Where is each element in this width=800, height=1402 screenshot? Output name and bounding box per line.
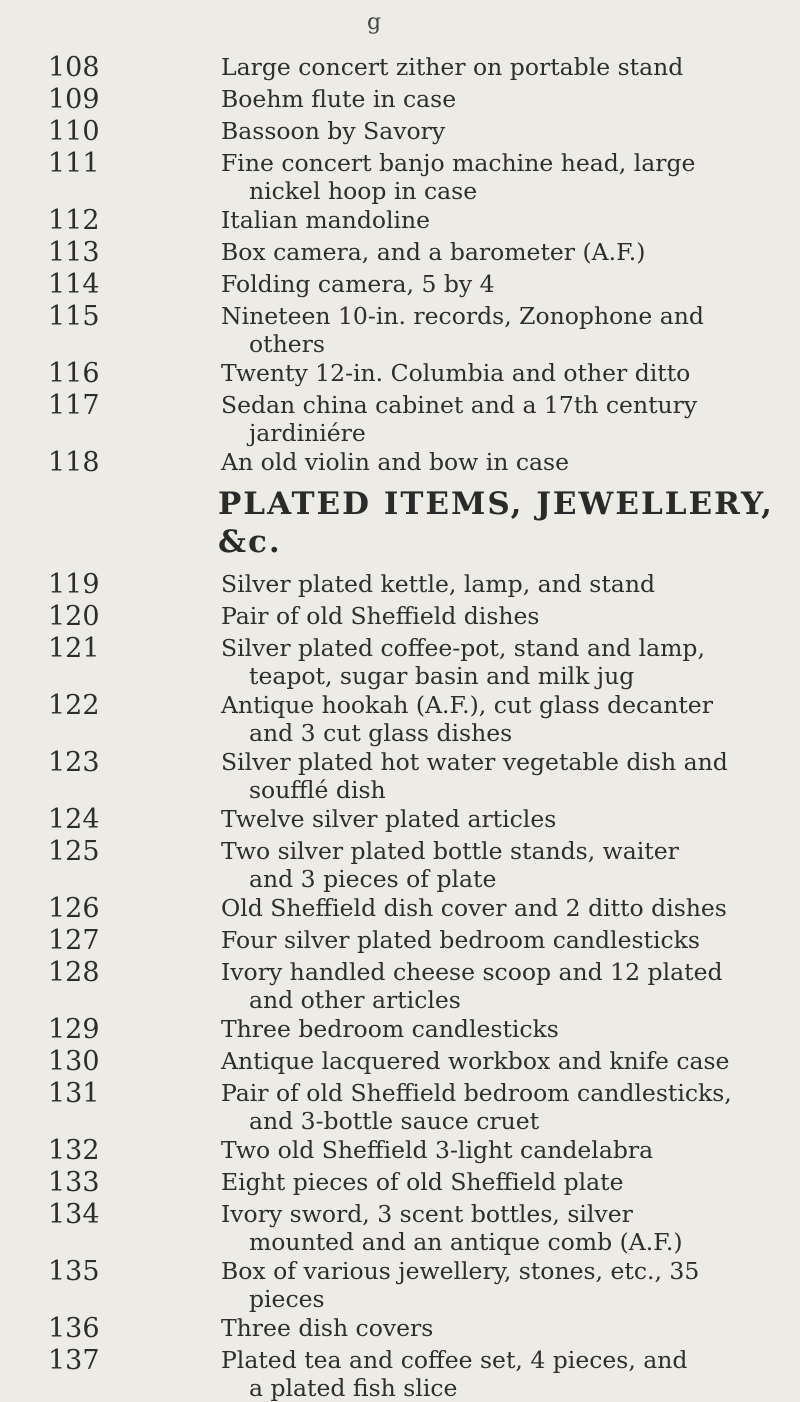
section-heading: PLATED ITEMS, JEWELLERY, &c. [218, 485, 800, 561]
lot-description-line: Old Sheffield dish cover and 2 ditto dishes [221, 894, 727, 922]
lot-number: 127 [48, 925, 138, 957]
lot-description [221, 747, 781, 804]
lot-description-line: Sedan china cabinet and a 17th century [221, 391, 697, 419]
lot-description-line: Two silver plated bottle stands, waiter [221, 837, 679, 865]
lot-entry [0, 269, 800, 301]
lot-number: 113 [48, 237, 138, 269]
lot-number: 135 [48, 1256, 138, 1288]
lot-number: 124 [48, 804, 138, 836]
lot-description [221, 804, 781, 834]
lot-entry [0, 747, 800, 804]
lot-description-line: Silver plated hot water vegetable dish and [221, 748, 728, 776]
lot-description-line: Two old Sheffield 3-light candelabra [221, 1136, 653, 1164]
lot-description-line: Plated tea and coffee set, 4 pieces, and [221, 1346, 687, 1374]
lot-number: 133 [48, 1167, 138, 1199]
lot-description-line: Silver plated kettle, lamp, and stand [221, 570, 655, 598]
lot-description-line: Pair of old Sheffield dishes [221, 602, 540, 630]
lot-number: 125 [48, 836, 138, 868]
lot-description-continuation: soufflé dish [221, 777, 781, 805]
lot-number: 114 [48, 269, 138, 301]
lot-number: 126 [48, 893, 138, 925]
lot-description-line: Silver plated coffee-pot, stand and lamp, [221, 634, 705, 662]
lot-entry [0, 116, 800, 148]
lot-description-line: Large concert zither on portable stand [221, 53, 683, 81]
lot-description-line: Nineteen 10-in. records, Zonophone and [221, 302, 704, 330]
lot-description-line: Three bedroom candlesticks [221, 1015, 559, 1043]
lot-entry [0, 84, 800, 116]
lot-description-line: Fine concert banjo machine head, large [221, 149, 695, 177]
lot-entry [0, 358, 800, 390]
lot-description [221, 148, 781, 205]
lot-entry [0, 237, 800, 269]
lot-description-line: Twelve silver plated articles [221, 805, 556, 833]
lot-description-continuation: jardiniére [221, 420, 781, 448]
lot-description-line: Ivory handled cheese scoop and 12 plated [221, 958, 723, 986]
lot-description [221, 893, 781, 923]
lot-description [221, 358, 781, 388]
lot-description-line: Box of various jewellery, stones, etc., 35 [221, 1257, 699, 1285]
lot-number: 123 [48, 747, 138, 779]
lot-description [221, 447, 781, 477]
lot-description [221, 601, 781, 631]
lot-group-plated-items [0, 569, 800, 1402]
lot-description-line: Four silver plated bedroom candlesticks [221, 926, 700, 954]
lot-description [221, 116, 781, 146]
lot-description [221, 52, 781, 82]
lot-description [221, 1345, 781, 1402]
lot-description [221, 237, 781, 267]
lot-description-continuation: and 3 pieces of plate [221, 866, 781, 894]
lot-description [221, 269, 781, 299]
lot-entry [0, 1313, 800, 1345]
lot-description-line: Eight pieces of old Sheffield plate [221, 1168, 624, 1196]
lot-entry [0, 836, 800, 893]
lot-entry [0, 893, 800, 925]
lot-description-line: Bassoon by Savory [221, 117, 445, 145]
lot-number: 130 [48, 1046, 138, 1078]
lot-number: 109 [48, 84, 138, 116]
lot-description [221, 390, 781, 447]
page-mark: g [362, 10, 386, 35]
lot-number: 128 [48, 957, 138, 989]
lot-number: 117 [48, 390, 138, 422]
lot-number: 137 [48, 1345, 138, 1377]
lot-description-line: Pair of old Sheffield bedroom candlesticks, [221, 1079, 732, 1107]
lot-description [221, 1014, 781, 1044]
lot-entry [0, 804, 800, 836]
lot-number: 116 [48, 358, 138, 390]
lot-description-line: Boehm flute in case [221, 85, 456, 113]
lot-description [221, 1313, 781, 1343]
lot-number: 119 [48, 569, 138, 601]
lot-description-line: Antique hookah (A.F.), cut glass decanter [221, 691, 713, 719]
lot-entry [0, 390, 800, 447]
lot-group-instruments [0, 52, 800, 479]
lot-description-line: Italian mandoline [221, 206, 430, 234]
lot-description-line: Ivory sword, 3 scent bottles, silver [221, 1200, 633, 1228]
lot-number: 134 [48, 1199, 138, 1231]
lot-description [221, 1167, 781, 1197]
lot-entry [0, 205, 800, 237]
lot-entry [0, 1256, 800, 1313]
lot-description-line: Twenty 12-in. Columbia and other ditto [221, 359, 690, 387]
lot-entry [0, 601, 800, 633]
lot-description [221, 925, 781, 955]
lot-entry [0, 148, 800, 205]
lot-description [221, 1046, 781, 1076]
lot-entry [0, 957, 800, 1014]
lot-entry [0, 447, 800, 479]
lot-number: 110 [48, 116, 138, 148]
lot-entry [0, 301, 800, 358]
lot-entry [0, 1135, 800, 1167]
lot-description [221, 1256, 781, 1313]
lot-description-continuation: others [221, 331, 781, 359]
lot-description-line: Antique lacquered workbox and knife case [221, 1047, 729, 1075]
lot-entry [0, 1014, 800, 1046]
lot-description-continuation: pieces [221, 1286, 781, 1314]
lot-number: 129 [48, 1014, 138, 1046]
lot-number: 122 [48, 690, 138, 722]
lot-entry [0, 633, 800, 690]
lot-description-continuation: and 3-bottle sauce cruet [221, 1108, 781, 1136]
lot-entry [0, 1199, 800, 1256]
lot-description [221, 836, 781, 893]
lot-description [221, 957, 781, 1014]
lot-entry [0, 1078, 800, 1135]
lot-description-continuation: a plated fish slice [221, 1375, 781, 1402]
lot-number: 121 [48, 633, 138, 665]
lot-number: 118 [48, 447, 138, 479]
lot-description [221, 1199, 781, 1256]
lot-description [221, 633, 781, 690]
lot-number: 136 [48, 1313, 138, 1345]
lot-description [221, 1135, 781, 1165]
lot-description-continuation: and 3 cut glass dishes [221, 720, 781, 748]
lot-entry [0, 1167, 800, 1199]
lot-number: 112 [48, 205, 138, 237]
lot-entry [0, 52, 800, 84]
lot-description-continuation: nickel hoop in case [221, 178, 781, 206]
lot-description-continuation: teapot, sugar basin and milk jug [221, 663, 781, 691]
lot-description-line: Box camera, and a barometer (A.F.) [221, 238, 645, 266]
lot-description-line: Folding camera, 5 by 4 [221, 270, 495, 298]
lot-number: 111 [48, 148, 138, 180]
lot-description-line: Three dish covers [221, 1314, 433, 1342]
lot-description [221, 690, 781, 747]
lot-number: 108 [48, 52, 138, 84]
lot-number: 120 [48, 601, 138, 633]
lot-number: 131 [48, 1078, 138, 1110]
lot-list [0, 52, 800, 1402]
lot-entry [0, 1345, 800, 1402]
lot-description-continuation: and other articles [221, 987, 781, 1015]
lot-number: 132 [48, 1135, 138, 1167]
lot-description [221, 205, 781, 235]
lot-description [221, 301, 781, 358]
lot-description [221, 569, 781, 599]
lot-number: 115 [48, 301, 138, 333]
lot-entry [0, 1046, 800, 1078]
lot-entry [0, 569, 800, 601]
lot-description-continuation: mounted and an antique comb (A.F.) [221, 1229, 781, 1257]
lot-description-line: An old violin and bow in case [221, 448, 569, 476]
lot-entry [0, 690, 800, 747]
lot-description [221, 84, 781, 114]
lot-entry [0, 925, 800, 957]
lot-description [221, 1078, 781, 1135]
